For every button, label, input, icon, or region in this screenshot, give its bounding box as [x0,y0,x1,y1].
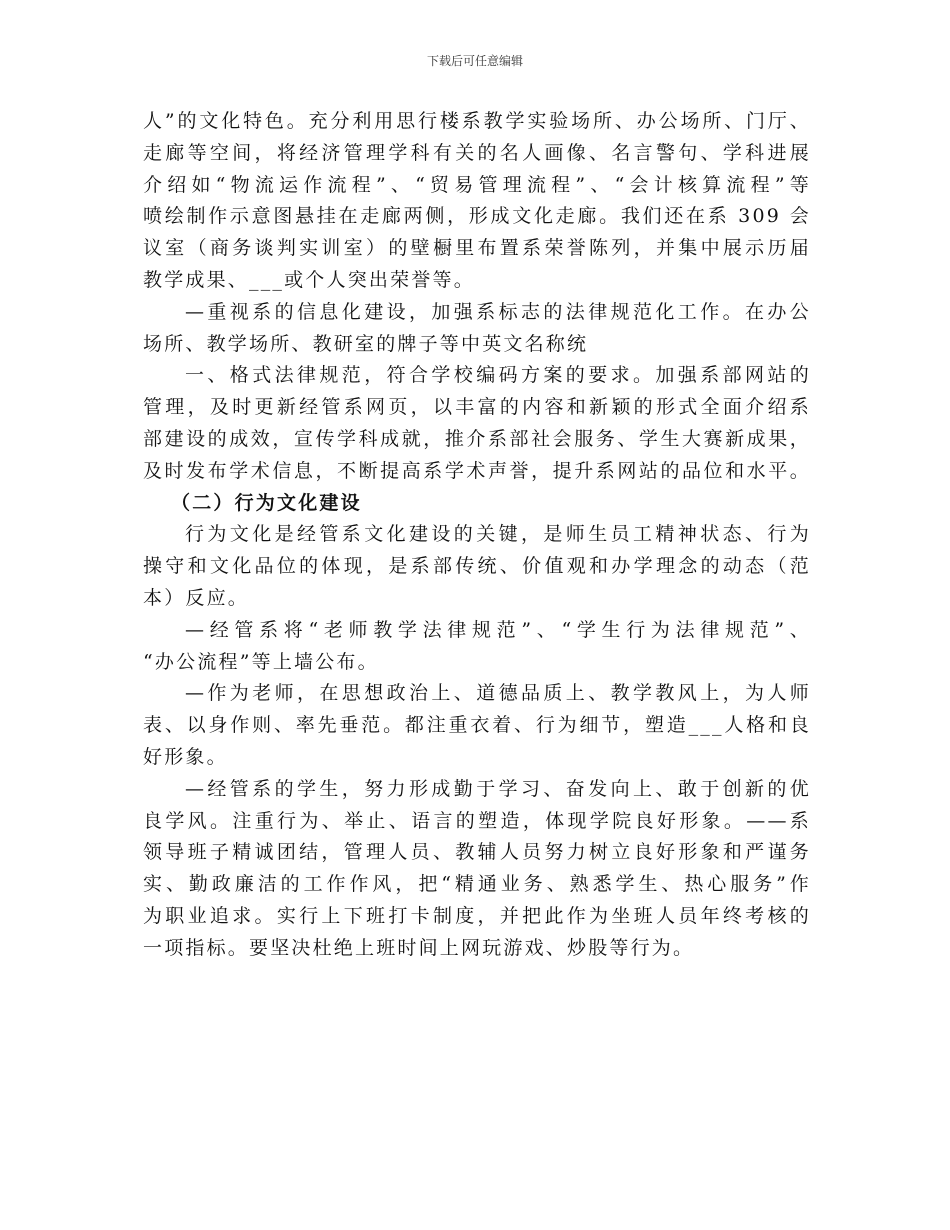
text-line: 行为文化是经管系文化建设的关键，是师生员工精神状态、行为 [185,523,811,546]
text-line: 实、勤政廉洁的工作作风，把“精通业务、熟悉学生、热心服务”作 [143,873,811,896]
text-line: 喷绘制作示意图悬挂在走廊两侧，形成文化走廊。我们还在系 309 会 [143,205,811,228]
document-body [143,106,811,965]
text-line: 教学成果、___或个人突出荣誉等。 [143,268,475,291]
text-line: 为职业追求。实行上下班打卡制度，并把此作为坐班人员年终考核的 [143,904,811,927]
section-heading: （二）行为文化建设 [171,491,362,514]
text-line: 人”的文化特色。充分利用思行楼系教学实验场所、办公场所、门厅、 [143,110,811,132]
text-line: 场所、教学场所、教研室的牌子等中英文名称统 [143,332,589,355]
text-line: 及时发布学术信息，不断提高系学术声誉，提升系网站的品位和水平。 [143,459,811,482]
text-line: 好形象。 [143,745,228,768]
text-line: —经管系的学生，努力形成勤于学习、奋发向上、敢于创新的优 [185,777,811,800]
text-line: 管理，及时更新经管系网页，以丰富的内容和新颖的形式全面介绍系 [143,396,811,419]
text-line: 操守和文化品位的体现，是系部传统、价值观和办学理念的动态（范 [143,555,811,578]
text-line: —作为老师，在思想政治上、道德品质上、教学教风上，为人师 [185,682,811,705]
text-line: 部建设的成效，宣传学科成就，推介系部社会服务、学生大赛新成果， [143,427,811,450]
text-line: 一、格式法律规范，符合学校编码方案的要求。加强系部网站的 [185,364,811,387]
text-line: 领导班子精诚团结，管理人员、教辅人员努力树立良好形象和严谨务 [143,841,811,864]
text-line: —经管系将“老师教学法律规范”、“学生行为法律规范”、 [185,618,811,641]
text-line: 一项指标。要坚决杜绝上班时间上网玩游戏、炒股等行为。 [143,936,695,959]
text-line: 良学风。注重行为、举止、语言的塑造，体现学院良好形象。——系 [143,809,811,832]
text-line: 介绍如“物流运作流程”、“贸易管理流程”、“会计核算流程”等 [143,173,811,196]
page-header: 下载后可任意编辑 [426,54,523,68]
text-line: “办公流程”等上墙公布。 [143,650,379,673]
text-line: 议室（商务谈判实训室）的壁橱里布置系荣誉陈列，并集中展示历届 [143,237,811,260]
text-line: 本）反应。 [143,586,250,609]
text-line: 走廊等空间，将经济管理学科有关的名人画像、名言警句、学科进展 [143,141,811,164]
text-line: —重视系的信息化建设，加强系标志的法律规范化工作。在办公 [185,300,811,323]
text-line: 表、以身作则、率先垂范。都注重衣着、行为细节，塑造___人格和良 [143,714,811,737]
